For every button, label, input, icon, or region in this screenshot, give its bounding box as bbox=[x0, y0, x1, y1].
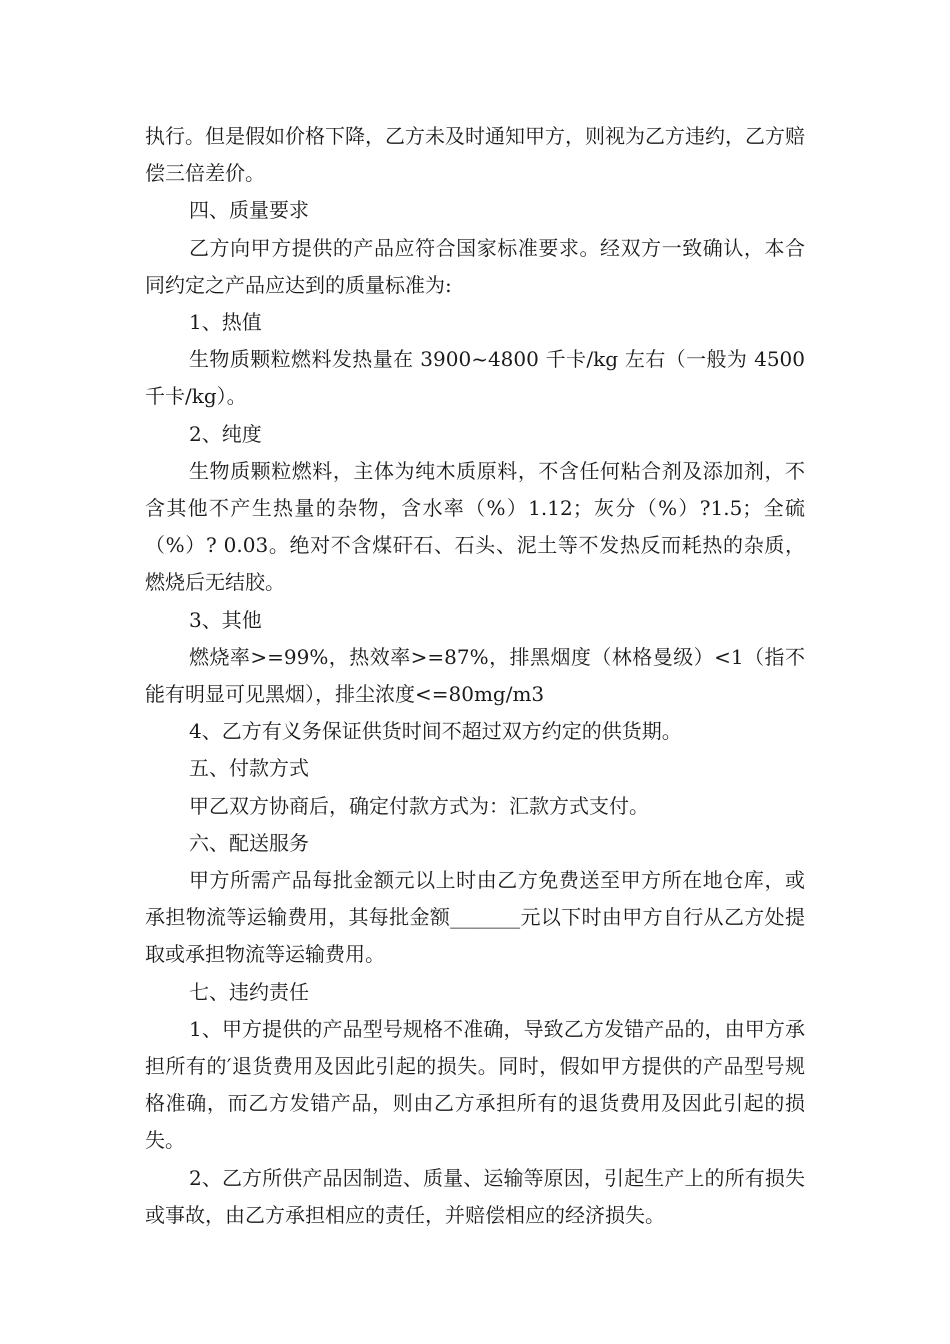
paragraph-delivery-service: 甲方所需产品每批金额元以上时由乙方免费送至甲方所在地仓库，或承担物流等运输费用，其每批金额_______元以下时由甲方自行从乙方处提取或承担物流等运输费用。 bbox=[145, 868, 805, 967]
paragraph-payment: 甲乙双方协商后，确定付款方式为：汇款方式支付。 bbox=[189, 793, 649, 818]
paragraph-purity: 生物质颗粒燃料，主体为纯木质原料，不含任何粘合剂及添加剂，不含其他不产生热量的杂物，含水率（%）1.12；灰分（%）?1.5；全硫（%）? 0.03。绝对不含煤矸石、石头、泥土等不发热反而耗热的杂质，燃烧后无结胶。 bbox=[145, 458, 805, 595]
paragraph-price-clause: 执行。但是假如价格下降，乙方未及时通知甲方，则视为乙方违约，乙方赔偿三倍差价。 bbox=[145, 124, 805, 186]
subheading-heat-value: 1、热值 bbox=[189, 310, 262, 335]
paragraph-liability-2: 2、乙方所供产品因制造、质量、运输等原因，引起生产上的所有损失或事故，由乙方承担相应的责任，并赔偿相应的经济损失。 bbox=[145, 1165, 805, 1227]
paragraph-liability-1: 1、甲方提供的产品型号规格不准确，导致乙方发错产品的，由甲方承担所有的′退货费用及因此引起的损失。同时，假如甲方提供的产品型号规格准确，而乙方发错产品，则由乙方承担所有的退货费用及因此引起的损失。 bbox=[145, 1016, 805, 1153]
document-body bbox=[145, 118, 805, 1234]
subheading-purity: 2、纯度 bbox=[189, 421, 262, 446]
paragraph-quality-standard: 乙方向甲方提供的产品应符合国家标准要求。经双方一致确认，本合同约定之产品应达到的质量标准为: bbox=[145, 235, 805, 297]
section-heading-delivery-service: 六、配送服务 bbox=[189, 830, 309, 855]
section-heading-liability: 七、违约责任 bbox=[189, 979, 309, 1004]
subheading-other: 3、其他 bbox=[189, 607, 262, 632]
paragraph-delivery-period: 4、乙方有义务保证供货时间不超过双方约定的供货期。 bbox=[189, 719, 682, 744]
section-heading-quality: 四、质量要求 bbox=[189, 198, 309, 223]
paragraph-heat-value: 生物质颗粒燃料发热量在 3900~4800 千卡/kg 左右（一般为 4500 千卡/kg）。 bbox=[145, 347, 805, 409]
section-heading-payment: 五、付款方式 bbox=[189, 756, 309, 781]
paragraph-other: 燃烧率>=99%，热效率>=87%，排黑烟度（林格曼级）<1（指不能有明显可见黑烟），排尘浓度<=80mg/m3 bbox=[145, 644, 805, 707]
